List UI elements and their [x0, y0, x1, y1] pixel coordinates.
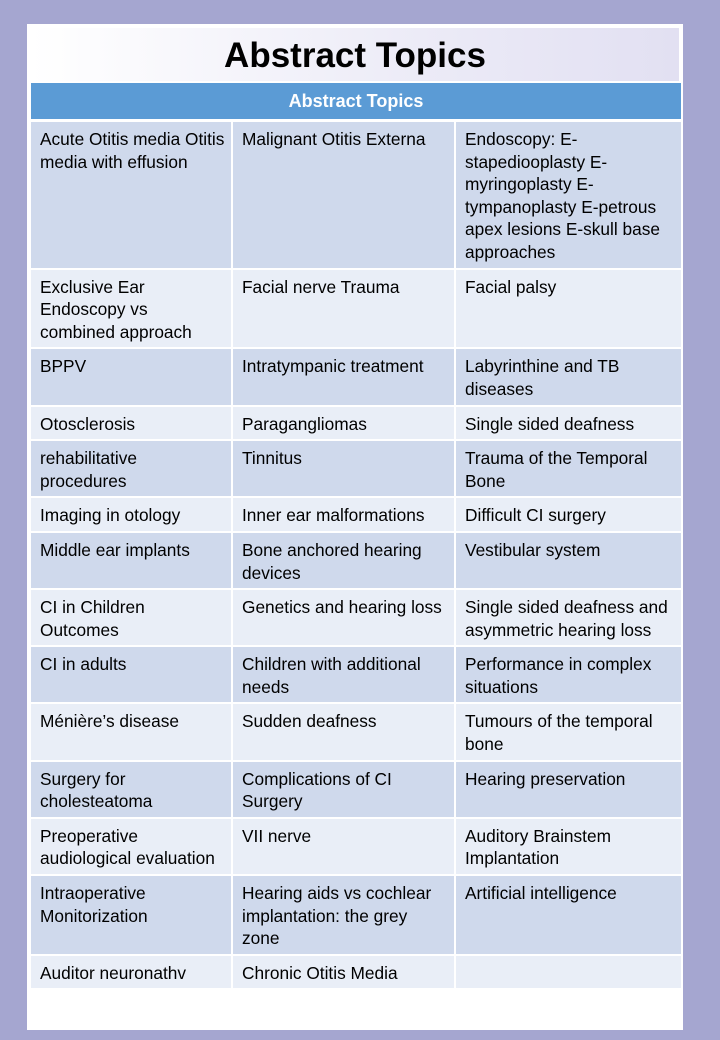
topics-table	[29, 81, 683, 990]
table-body	[30, 121, 682, 990]
table-cell: Preoperative audiological evaluation	[30, 818, 232, 875]
table-cell: rehabilitative procedures	[30, 440, 232, 497]
table-cell: Hearing aids vs cochlear implantation: the grey zone	[232, 875, 455, 955]
table-cell	[455, 955, 682, 990]
table-cell: CI in Children Outcomes	[30, 589, 232, 646]
table-row	[30, 875, 682, 955]
table-cell: Exclusive Ear Endoscopy vs combined approach	[30, 269, 232, 349]
table-row	[30, 406, 682, 441]
table-cell: Auditor neuronathv	[30, 955, 232, 990]
table-row	[30, 761, 682, 818]
table-row	[30, 440, 682, 497]
table-cell: Trauma of the Temporal Bone	[455, 440, 682, 497]
table-row	[30, 348, 682, 405]
table-cell: Children with additional needs	[232, 646, 455, 703]
table-row	[30, 269, 682, 349]
table-cell: Single sided deafness and asymmetric hearing loss	[455, 589, 682, 646]
table-cell: Middle ear implants	[30, 532, 232, 589]
table-cell: Imaging in otology	[30, 497, 232, 532]
table-row	[30, 121, 682, 269]
table-cell: Artificial intelligence	[455, 875, 682, 955]
table-row	[30, 497, 682, 532]
table-cell: Intratympanic treatment	[232, 348, 455, 405]
table-cell: Difficult CI surgery	[455, 497, 682, 532]
table-cell: Vestibular system	[455, 532, 682, 589]
table-cell: Otosclerosis	[30, 406, 232, 441]
table-cell: Ménière’s disease	[30, 703, 232, 760]
table-cell: Hearing preservation	[455, 761, 682, 818]
table-cell: Facial palsy	[455, 269, 682, 349]
slide	[27, 24, 683, 1030]
table-cell: BPPV	[30, 348, 232, 405]
table-cell: Intraoperative Monitorization	[30, 875, 232, 955]
table-cell: Malignant Otitis Externa	[232, 121, 455, 269]
table-cell: Genetics and hearing loss	[232, 589, 455, 646]
table-cell: Single sided deafness	[455, 406, 682, 441]
table-cell: Paragangliomas	[232, 406, 455, 441]
table-row	[30, 703, 682, 760]
table-cell: Surgery for cholesteatoma	[30, 761, 232, 818]
table-cell: Bone anchored hearing devices	[232, 532, 455, 589]
table-cell: Inner ear malformations	[232, 497, 455, 532]
table-cell: Complications of CI Surgery	[232, 761, 455, 818]
page-title: Abstract Topics	[224, 36, 486, 75]
table-row	[30, 955, 682, 990]
table-cell: Sudden deafness	[232, 703, 455, 760]
table-cell: Labyrinthine and TB diseases	[455, 348, 682, 405]
table-cell: Endoscopy: E-stapediooplasty E-myringoplasty E-tympanoplasty E-petrous apex lesions E-skull base approaches	[455, 121, 682, 269]
table-row	[30, 589, 682, 646]
table-header-row	[30, 82, 682, 121]
topics-table-container	[29, 81, 681, 990]
table-row	[30, 818, 682, 875]
table-header: Abstract Topics	[30, 82, 682, 121]
table-row	[30, 532, 682, 589]
table-cell: Chronic Otitis Media	[232, 955, 455, 990]
table-cell: Acute Otitis media Otitis media with effusion	[30, 121, 232, 269]
table-cell: Performance in complex situations	[455, 646, 682, 703]
table-cell: VII nerve	[232, 818, 455, 875]
table-row	[30, 646, 682, 703]
table-cell: CI in adults	[30, 646, 232, 703]
table-cell: Facial nerve Trauma	[232, 269, 455, 349]
table-cell: Tumours of the temporal bone	[455, 703, 682, 760]
table-cell: Tinnitus	[232, 440, 455, 497]
table-cell: Auditory Brainstem Implantation	[455, 818, 682, 875]
